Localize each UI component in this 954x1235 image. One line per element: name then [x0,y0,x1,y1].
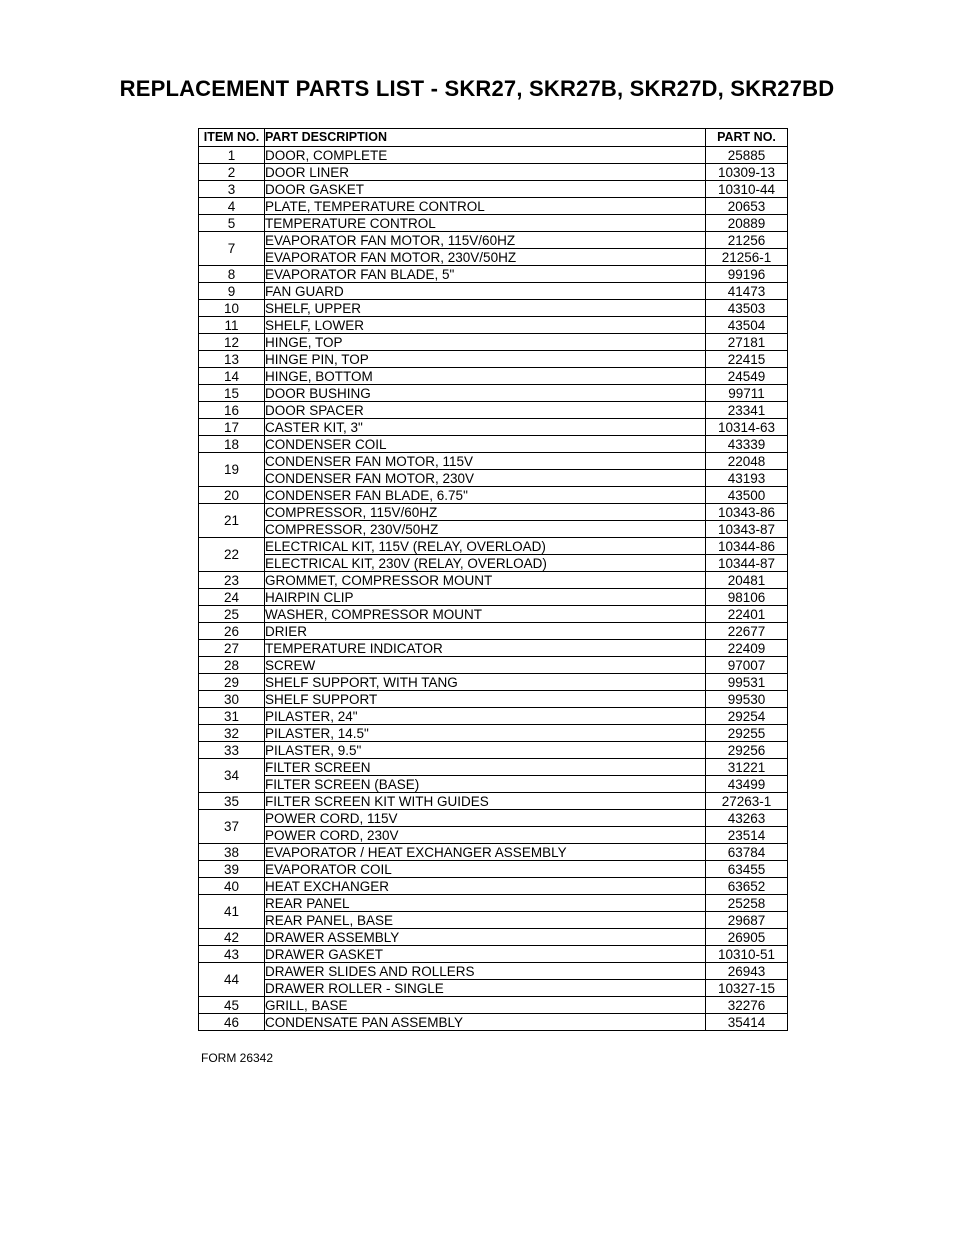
part-description-cell: SHELF, UPPER [265,300,706,317]
part-number-cell: 35414 [706,1014,788,1031]
table-row [199,878,788,895]
item-number-cell: 22 [199,538,265,572]
table-row [199,215,788,232]
table-header-row [199,129,788,147]
item-number-cell: 46 [199,1014,265,1031]
part-description-cell: COMPRESSOR, 230V/50HZ [265,521,706,538]
part-description-cell: ELECTRICAL KIT, 230V (RELAY, OVERLOAD) [265,555,706,572]
item-number-cell: 33 [199,742,265,759]
part-number-cell: 10344-87 [706,555,788,572]
table-row [199,181,788,198]
table-row [199,980,788,997]
part-number-cell: 24549 [706,368,788,385]
page-title: REPLACEMENT PARTS LIST - SKR27, SKR27B, SKR27D, SKR27BD [119,76,835,101]
item-number-cell: 13 [199,351,265,368]
part-number-cell: 23514 [706,827,788,844]
part-number-cell: 43503 [706,300,788,317]
part-number-cell: 29256 [706,742,788,759]
table-row [199,946,788,963]
part-number-cell: 27181 [706,334,788,351]
part-description-cell: ELECTRICAL KIT, 115V (RELAY, OVERLOAD) [265,538,706,555]
part-description-cell: HEAT EXCHANGER [265,878,706,895]
part-number-cell: 10343-86 [706,504,788,521]
table-row [199,385,788,402]
part-number-cell: 20653 [706,198,788,215]
table-row [199,419,788,436]
part-number-cell: 10309-13 [706,164,788,181]
table-row [199,249,788,266]
part-number-cell: 20481 [706,572,788,589]
table-row [199,657,788,674]
item-number-cell: 21 [199,504,265,538]
part-description-cell: EVAPORATOR FAN MOTOR, 115V/60HZ [265,232,706,249]
part-number-cell: 10327-15 [706,980,788,997]
table-row [199,487,788,504]
table-row [199,470,788,487]
item-number-cell: 5 [199,215,265,232]
part-number-cell: 20889 [706,215,788,232]
part-description-cell: PILASTER, 9.5" [265,742,706,759]
part-number-cell: 25885 [706,147,788,164]
part-description-cell: SHELF SUPPORT [265,691,706,708]
table-row [199,538,788,555]
table-row [199,929,788,946]
part-number-cell: 98106 [706,589,788,606]
item-number-cell: 15 [199,385,265,402]
item-number-cell: 43 [199,946,265,963]
part-description-cell: DRAWER ROLLER - SINGLE [265,980,706,997]
part-description-cell: DOOR GASKET [265,181,706,198]
item-number-cell: 18 [199,436,265,453]
part-number-cell: 10310-44 [706,181,788,198]
table-row [199,674,788,691]
item-number-cell: 38 [199,844,265,861]
table-row [199,776,788,793]
table-row [199,436,788,453]
part-number-cell: 43504 [706,317,788,334]
table-row [199,861,788,878]
part-description-cell: POWER CORD, 115V [265,810,706,827]
part-number-cell: 43263 [706,810,788,827]
table-row [199,895,788,912]
item-number-cell: 39 [199,861,265,878]
part-description-cell: WASHER, COMPRESSOR MOUNT [265,606,706,623]
part-description-cell: EVAPORATOR / HEAT EXCHANGER ASSEMBLY [265,844,706,861]
item-number-cell: 3 [199,181,265,198]
item-number-cell: 27 [199,640,265,657]
table-row [199,623,788,640]
part-number-cell: 10314-63 [706,419,788,436]
part-number-cell: 63455 [706,861,788,878]
item-number-cell: 30 [199,691,265,708]
item-number-cell: 24 [199,589,265,606]
part-number-cell: 99196 [706,266,788,283]
part-description-cell: TEMPERATURE INDICATOR [265,640,706,657]
part-number-cell: 29255 [706,725,788,742]
part-number-cell: 23341 [706,402,788,419]
table-row [199,691,788,708]
item-number-cell: 37 [199,810,265,844]
table-row [199,742,788,759]
header-part-no: PART NO. [706,129,788,147]
table-row [199,759,788,776]
item-number-cell: 19 [199,453,265,487]
part-description-cell: CONDENSER FAN BLADE, 6.75" [265,487,706,504]
table-row [199,402,788,419]
form-number: FORM 26342 [201,1051,274,1065]
part-description-cell: HINGE PIN, TOP [265,351,706,368]
part-description-cell: PLATE, TEMPERATURE CONTROL [265,198,706,215]
part-description-cell: TEMPERATURE CONTROL [265,215,706,232]
part-number-cell: 43339 [706,436,788,453]
item-number-cell: 44 [199,963,265,997]
part-description-cell: DRAWER SLIDES AND ROLLERS [265,963,706,980]
item-number-cell: 14 [199,368,265,385]
part-description-cell: DOOR SPACER [265,402,706,419]
part-description-cell: FILTER SCREEN (BASE) [265,776,706,793]
part-number-cell: 99530 [706,691,788,708]
table-row [199,963,788,980]
part-description-cell: EVAPORATOR FAN BLADE, 5" [265,266,706,283]
item-number-cell: 9 [199,283,265,300]
item-number-cell: 35 [199,793,265,810]
part-description-cell: GROMMET, COMPRESSOR MOUNT [265,572,706,589]
part-number-cell: 41473 [706,283,788,300]
item-number-cell: 26 [199,623,265,640]
part-description-cell: DOOR BUSHING [265,385,706,402]
item-number-cell: 8 [199,266,265,283]
part-description-cell: POWER CORD, 230V [265,827,706,844]
item-number-cell: 20 [199,487,265,504]
table-row [199,232,788,249]
part-number-cell: 63784 [706,844,788,861]
item-number-cell: 17 [199,419,265,436]
part-description-cell: REAR PANEL, BASE [265,912,706,929]
part-description-cell: COMPRESSOR, 115V/60HZ [265,504,706,521]
part-number-cell: 99711 [706,385,788,402]
table-row [199,640,788,657]
part-number-cell: 26943 [706,963,788,980]
item-number-cell: 23 [199,572,265,589]
part-description-cell: DRIER [265,623,706,640]
item-number-cell: 12 [199,334,265,351]
part-description-cell: DRAWER GASKET [265,946,706,963]
part-number-cell: 10344-86 [706,538,788,555]
part-description-cell: REAR PANEL [265,895,706,912]
table-row [199,164,788,181]
part-description-cell: HINGE, TOP [265,334,706,351]
header-part-description: PART DESCRIPTION [265,129,706,147]
part-number-cell: 43499 [706,776,788,793]
part-description-cell: CONDENSER FAN MOTOR, 115V [265,453,706,470]
part-description-cell: SHELF, LOWER [265,317,706,334]
item-number-cell: 1 [199,147,265,164]
part-description-cell: SCREW [265,657,706,674]
part-description-cell: FILTER SCREEN [265,759,706,776]
table-row [199,283,788,300]
part-number-cell: 21256 [706,232,788,249]
part-description-cell: EVAPORATOR FAN MOTOR, 230V/50HZ [265,249,706,266]
item-number-cell: 31 [199,708,265,725]
part-number-cell: 22415 [706,351,788,368]
part-number-cell: 22048 [706,453,788,470]
part-description-cell: DRAWER ASSEMBLY [265,929,706,946]
table-row [199,997,788,1014]
part-number-cell: 99531 [706,674,788,691]
part-number-cell: 97007 [706,657,788,674]
item-number-cell: 45 [199,997,265,1014]
part-description-cell: DOOR LINER [265,164,706,181]
part-description-cell: EVAPORATOR COIL [265,861,706,878]
part-number-cell: 43193 [706,470,788,487]
table-row [199,589,788,606]
table-row [199,317,788,334]
table-row [199,266,788,283]
table-row [199,198,788,215]
table-row [199,572,788,589]
table-row [199,334,788,351]
part-description-cell: HINGE, BOTTOM [265,368,706,385]
part-description-cell: FAN GUARD [265,283,706,300]
part-description-cell: PILASTER, 24" [265,708,706,725]
header-item-no: ITEM NO. [199,129,265,147]
table-row [199,606,788,623]
table-row [199,793,788,810]
table-row [199,827,788,844]
part-number-cell: 29254 [706,708,788,725]
part-number-cell: 22409 [706,640,788,657]
item-number-cell: 2 [199,164,265,181]
part-number-cell: 10343-87 [706,521,788,538]
part-description-cell: CONDENSATE PAN ASSEMBLY [265,1014,706,1031]
table-row [199,300,788,317]
table-row [199,147,788,164]
part-number-cell: 32276 [706,997,788,1014]
item-number-cell: 16 [199,402,265,419]
table-row [199,810,788,827]
part-number-cell: 31221 [706,759,788,776]
item-number-cell: 11 [199,317,265,334]
part-number-cell: 27263-1 [706,793,788,810]
part-number-cell: 22677 [706,623,788,640]
part-description-cell: GRILL, BASE [265,997,706,1014]
part-description-cell: PILASTER, 14.5" [265,725,706,742]
item-number-cell: 29 [199,674,265,691]
part-number-cell: 25258 [706,895,788,912]
item-number-cell: 40 [199,878,265,895]
table-row [199,725,788,742]
part-description-cell: HAIRPIN CLIP [265,589,706,606]
part-description-cell: DOOR, COMPLETE [265,147,706,164]
table-row [199,912,788,929]
part-description-cell: CASTER KIT, 3" [265,419,706,436]
table-row [199,844,788,861]
item-number-cell: 42 [199,929,265,946]
part-number-cell: 26905 [706,929,788,946]
table-row [199,368,788,385]
table-row [199,521,788,538]
table-row [199,453,788,470]
part-number-cell: 22401 [706,606,788,623]
table-row [199,1014,788,1031]
part-description-cell: SHELF SUPPORT, WITH TANG [265,674,706,691]
item-number-cell: 7 [199,232,265,266]
table-row [199,708,788,725]
part-number-cell: 10310-51 [706,946,788,963]
item-number-cell: 34 [199,759,265,793]
part-number-cell: 43500 [706,487,788,504]
table-row [199,351,788,368]
table-row [199,504,788,521]
part-number-cell: 29687 [706,912,788,929]
item-number-cell: 10 [199,300,265,317]
part-number-cell: 21256-1 [706,249,788,266]
item-number-cell: 4 [199,198,265,215]
parts-table [198,128,788,1031]
part-description-cell: CONDENSER COIL [265,436,706,453]
item-number-cell: 32 [199,725,265,742]
part-description-cell: CONDENSER FAN MOTOR, 230V [265,470,706,487]
part-number-cell: 63652 [706,878,788,895]
item-number-cell: 28 [199,657,265,674]
item-number-cell: 41 [199,895,265,929]
part-description-cell: FILTER SCREEN KIT WITH GUIDES [265,793,706,810]
item-number-cell: 25 [199,606,265,623]
table-row [199,555,788,572]
